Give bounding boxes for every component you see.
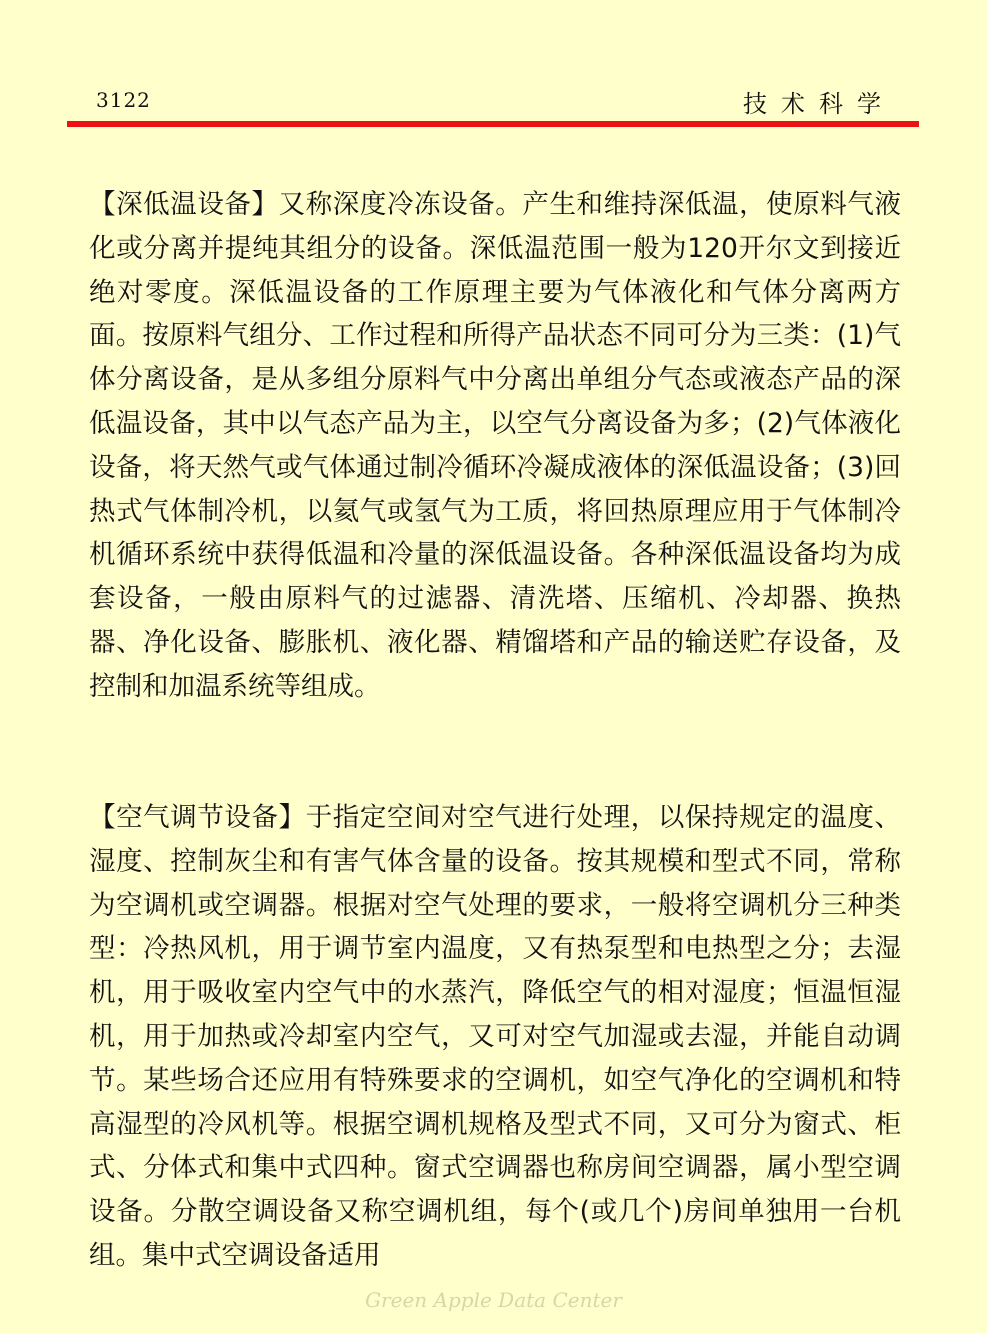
running-title: 技术科学 <box>743 90 895 118</box>
entry-term: 【深低温设备】 <box>89 189 279 220</box>
dictionary-entry-air-conditioning-equipment <box>89 796 901 1278</box>
page-number: 3122 <box>96 88 151 112</box>
header-rule <box>67 121 919 127</box>
watermark: Green Apple Data Center <box>365 1288 622 1312</box>
entry-text: 于指定空间对空气进行处理，以保持规定的温度、湿度、控制灰尘和有害气体含量的设备。按其规模和型式不同，常称为空调机或空调器。根据对空气处理的要求，一般将空调机分三种类型：冷热风机，用于调节室内温度，又有热泵型和电热型之分；去湿机，用于吸收室内空气中的水蒸汽，降低空气的相对湿度；恒温恒湿机，用于加热或冷却室内空气，又可对空气加湿或去湿，并能自动调节。某些场合还应用有特殊要求的空调机，如空气净化的空调机和特高湿型的冷风机等。根据空调机规格及型式不同，又可分为窗式、柜式、分体式和集中式四种。窗式空调器也称房间空调器，属小型空调设备。分散空调设备又称空调机组，每个(或几个)房间单独用一台机组。集中式空调设备适用 <box>89 802 902 1271</box>
entry-text: 又称深度冷冻设备。产生和维持深低温，使原料气液化或分离并提纯其组分的设备。深低温范围一般为120开尔文到接近绝对零度。深低温设备的工作原理主要为气体液化和气体分离两方面。按原料气组分、工作过程和所得产品状态不同可分为三类：(1)气体分离设备，是从多组分原料气中分离出单组分气态或液态产品的深低温设备，其中以气态产品为主，以空气分离设备为多；(2)气体液化设备，将天然气或气体通过制冷循环冷凝成液体的深低温设备；(3)回热式气体制冷机，以氦气或氢气为工质，将回热原理应用于气体制冷机循环系统中获得低温和冷量的深低温设备。各种深低温设备均为成套设备，一般由原料气的过滤器、清洗塔、压缩机、冷却器、换热器、净化设备、膨胀机、液化器、精馏塔和产品的输送贮存设备，及控制和加温系统等组成。 <box>89 189 902 702</box>
dictionary-entry-cryogenic-equipment <box>89 183 901 709</box>
entry-term: 【空气调节设备】 <box>89 802 306 833</box>
